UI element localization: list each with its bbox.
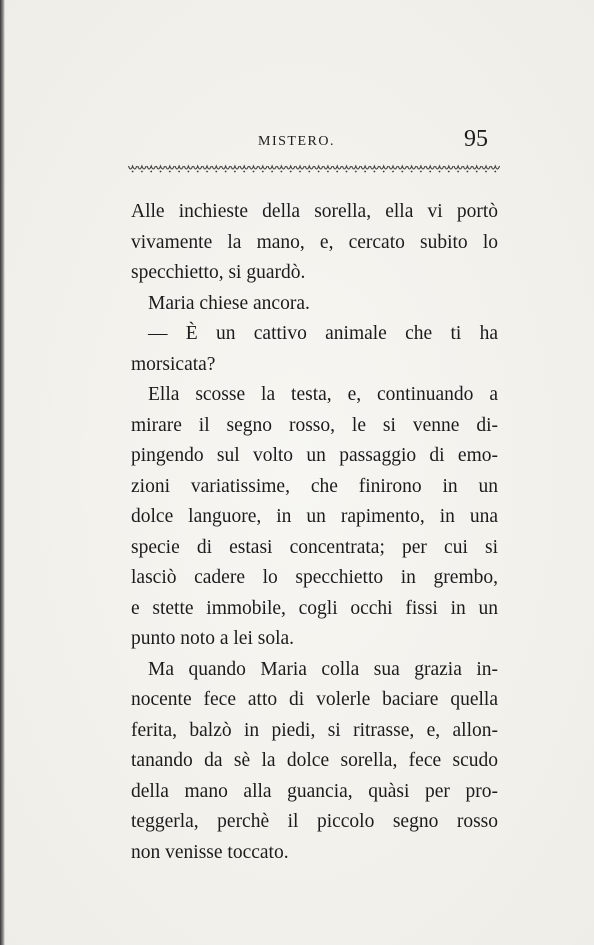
text-line: punto noto a lei sola.	[131, 628, 295, 649]
body-text	[131, 197, 498, 868]
text-line: e stette immobile, cogli occhi fissi in un	[131, 597, 498, 619]
text-line: della mano alla guancia, quàsi per pro-	[131, 780, 498, 802]
page-spine-edge	[0, 0, 5, 945]
text-line: zioni variatissime, che finirono in un	[131, 475, 498, 497]
text-line: Alle inchieste della sorella, ella vi portò	[131, 201, 498, 222]
text-line: Maria chiese ancora.	[148, 292, 310, 314]
text-line: specie di estasi concentrata; per cui si	[131, 536, 498, 558]
text-line: Ma quando Maria colla sua grazia in-	[148, 658, 498, 680]
text-line: Ella scosse la testa, e, continuando a	[148, 384, 498, 405]
ornamental-rule	[128, 163, 500, 175]
text-line: — È un cattivo animale che ti ha	[148, 323, 498, 344]
text-line: morsicata?	[131, 353, 216, 375]
text-line: pingendo sul volto un passaggio di emo-	[131, 445, 498, 466]
text-line: lasciò cadere lo specchietto in grembo,	[131, 567, 498, 588]
text-line: vivamente la mano, e, cercato subito lo	[131, 231, 498, 253]
text-line: specchietto, si guardò.	[131, 262, 306, 283]
text-line: nocente fece atto di volerle baciare quella	[131, 689, 498, 710]
text-line: tanando da sè la dolce sorella, fece scudo	[131, 750, 498, 771]
running-title: MISTERO.	[258, 134, 335, 149]
text-line: ferita, balzò in piedi, si ritrasse, e, allon-	[131, 719, 498, 741]
text-line: teggerla, perchè il piccolo segno rosso	[131, 811, 498, 832]
page-number: 95	[464, 126, 488, 152]
running-head	[130, 126, 498, 156]
text-line: dolce languore, in un rapimento, in una	[131, 506, 498, 527]
text-line: non venisse toccato.	[131, 841, 289, 863]
text-line: mirare il segno rosso, le si venne di-	[131, 414, 498, 436]
